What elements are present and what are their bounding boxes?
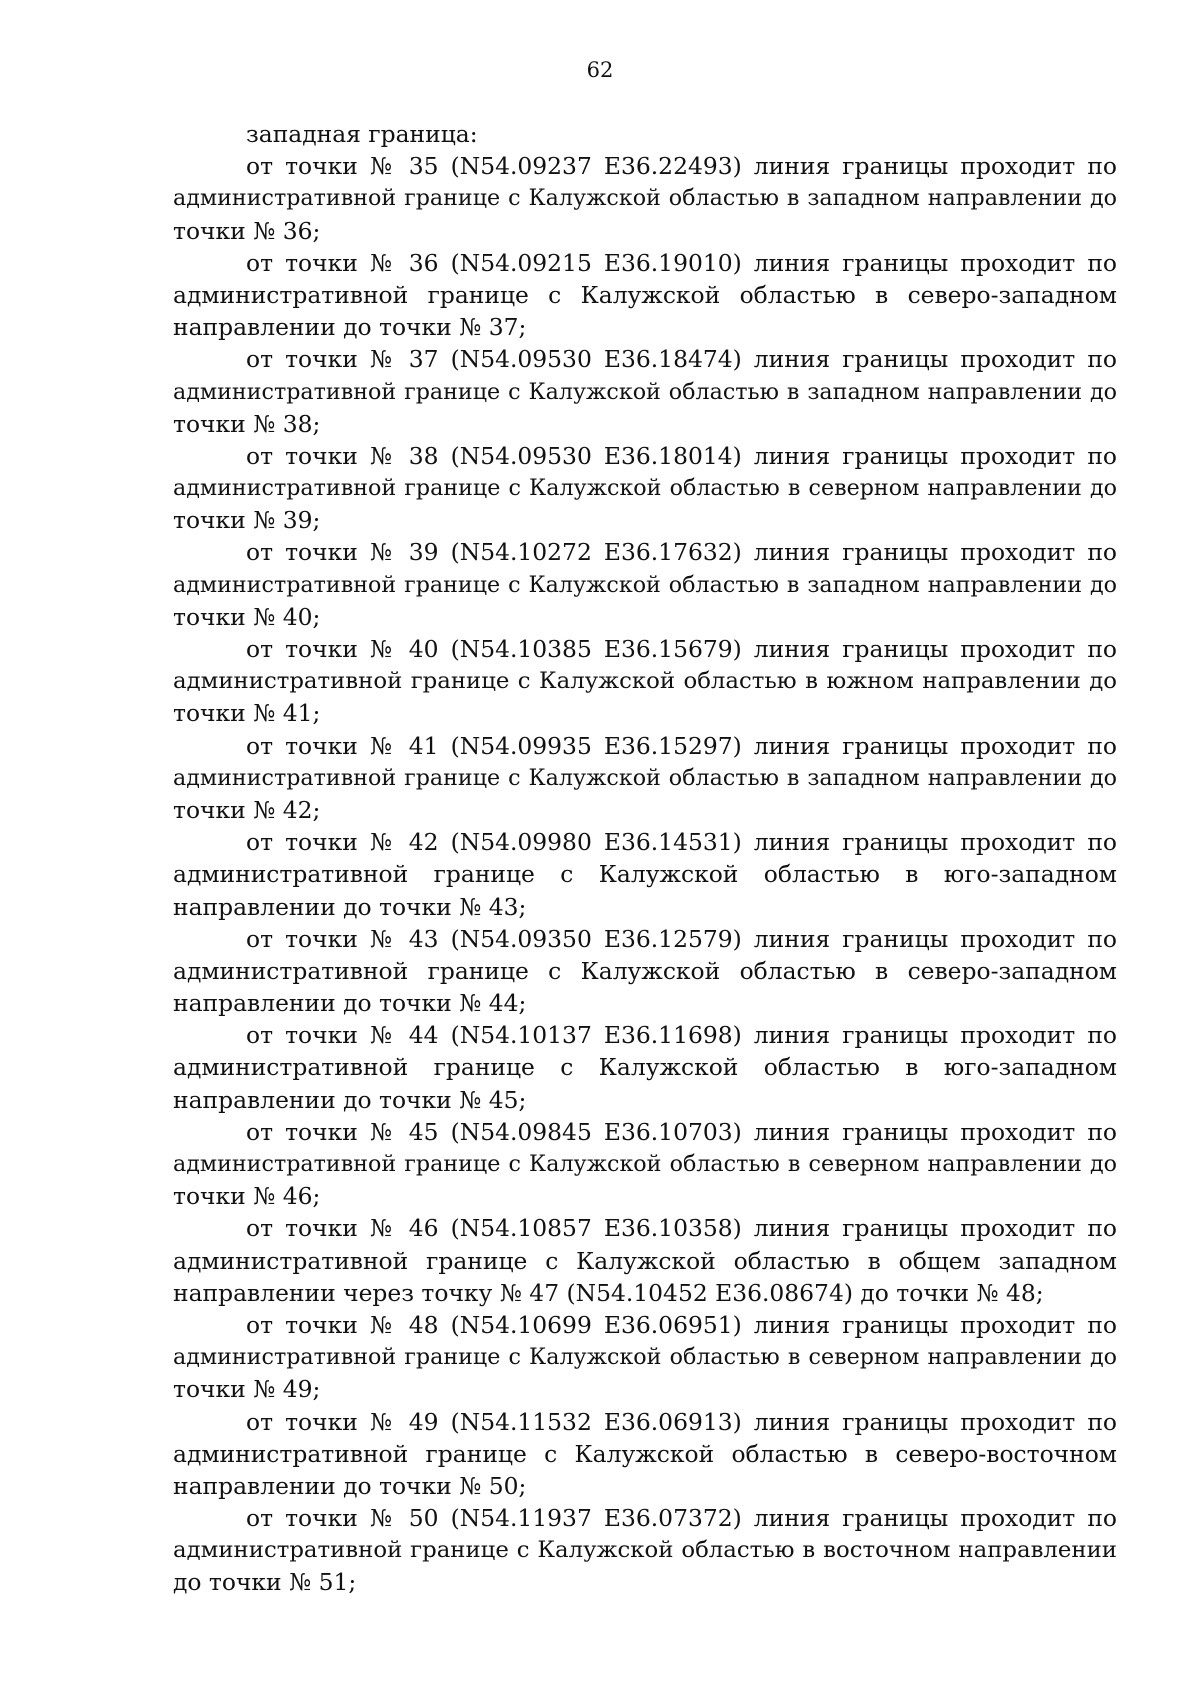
text-line: административной границе с Калужской областью в восточном направлении	[173, 1537, 1117, 1564]
text-line: точки № 46;	[173, 1182, 321, 1211]
text-line: от точки № 41 (N54.09935 E36.15297) линия границы проходит по	[246, 731, 1117, 760]
text-line: административной границе с Калужской областью в западном направлении до	[173, 764, 1117, 791]
text-line: от точки № 50 (N54.11937 E36.07372) линия границы проходит по	[246, 1504, 1117, 1533]
text-line: административной границе с Калужской областью в северо-западном	[173, 956, 1117, 985]
page-number: 62	[586, 58, 614, 82]
text-line: точки № 38;	[173, 409, 321, 438]
text-line: от точки № 46 (N54.10857 E36.10358) линия границы проходит по	[246, 1214, 1117, 1243]
text-line: административной границе с Калужской областью в северном направлении до	[173, 1151, 1117, 1177]
text-line: направлении через точку № 47 (N54.10452 E36.08674) до точки № 48;	[173, 1278, 1044, 1307]
text-line: точки № 39;	[173, 506, 321, 535]
text-line: направлении до точки № 45;	[173, 1085, 527, 1114]
text-line: от точки № 45 (N54.09845 E36.10703) линия границы проходит по	[246, 1117, 1117, 1146]
text-line: административной границе с Калужской областью в общем западном	[173, 1246, 1117, 1275]
text-line: от точки № 39 (N54.10272 E36.17632) линия границы проходит по	[246, 538, 1117, 567]
text-line: от точки № 42 (N54.09980 E36.14531) линия границы проходит по	[246, 828, 1117, 857]
text-line: от точки № 43 (N54.09350 E36.12579) линия границы проходит по	[246, 924, 1117, 953]
text-line: административной границе с Калужской областью в северном направлении до	[173, 1344, 1117, 1371]
text-line: административной границе с Калужской областью в юго-западном	[173, 1053, 1117, 1082]
text-line: от точки № 44 (N54.10137 E36.11698) линия границы проходит по	[246, 1021, 1117, 1050]
text-line: административной границе с Калужской областью в северо-западном	[173, 280, 1117, 309]
text-line: направлении до точки № 43;	[173, 892, 527, 921]
text-line: направлении до точки № 50;	[173, 1471, 527, 1500]
text-line: точки № 42;	[173, 795, 321, 824]
text-line: административной границе с Калужской областью в западном направлении до	[173, 571, 1117, 598]
text-line: от точки № 38 (N54.09530 E36.18014) линия границы проходит по	[246, 441, 1117, 470]
text-line: административной границе с Калужской областью в южном направлении до	[173, 668, 1117, 695]
text-line: административной границе с Калужской областью в юго-западном	[173, 860, 1117, 889]
document-body	[173, 118, 1117, 1599]
text-line: административной границе с Калужской областью в северном направлении до	[173, 475, 1117, 502]
text-line: направлении до точки № 37;	[173, 313, 527, 342]
text-line: от точки № 48 (N54.10699 E36.06951) линия границы проходит по	[246, 1310, 1117, 1339]
text-line: от точки № 35 (N54.09237 E36.22493) линия границы проходит по	[246, 152, 1117, 181]
text-line: направлении до точки № 44;	[173, 989, 527, 1018]
text-line: административной границе с Калужской областью в западном направлении до	[173, 378, 1117, 405]
text-line: административной границе с Калужской областью в северо-восточном	[173, 1439, 1117, 1468]
text-line: западная граница:	[246, 120, 478, 148]
text-line: от точки № 37 (N54.09530 E36.18474) линия границы проходит по	[246, 345, 1117, 374]
text-line: точки № 49;	[173, 1375, 321, 1404]
text-line: точки № 36;	[173, 216, 321, 245]
text-line: от точки № 36 (N54.09215 E36.19010) линия границы проходит по	[246, 248, 1117, 277]
text-line: точки № 41;	[173, 699, 321, 728]
text-line: административной границе с Калужской областью в западном направлении до	[173, 185, 1117, 212]
text-line: точки № 40;	[173, 602, 321, 631]
text-line: от точки № 49 (N54.11532 E36.06913) линия границы проходит по	[246, 1407, 1117, 1436]
text-line: до точки № 51;	[173, 1568, 357, 1597]
text-line: от точки № 40 (N54.10385 E36.15679) линия границы проходит по	[246, 635, 1117, 663]
